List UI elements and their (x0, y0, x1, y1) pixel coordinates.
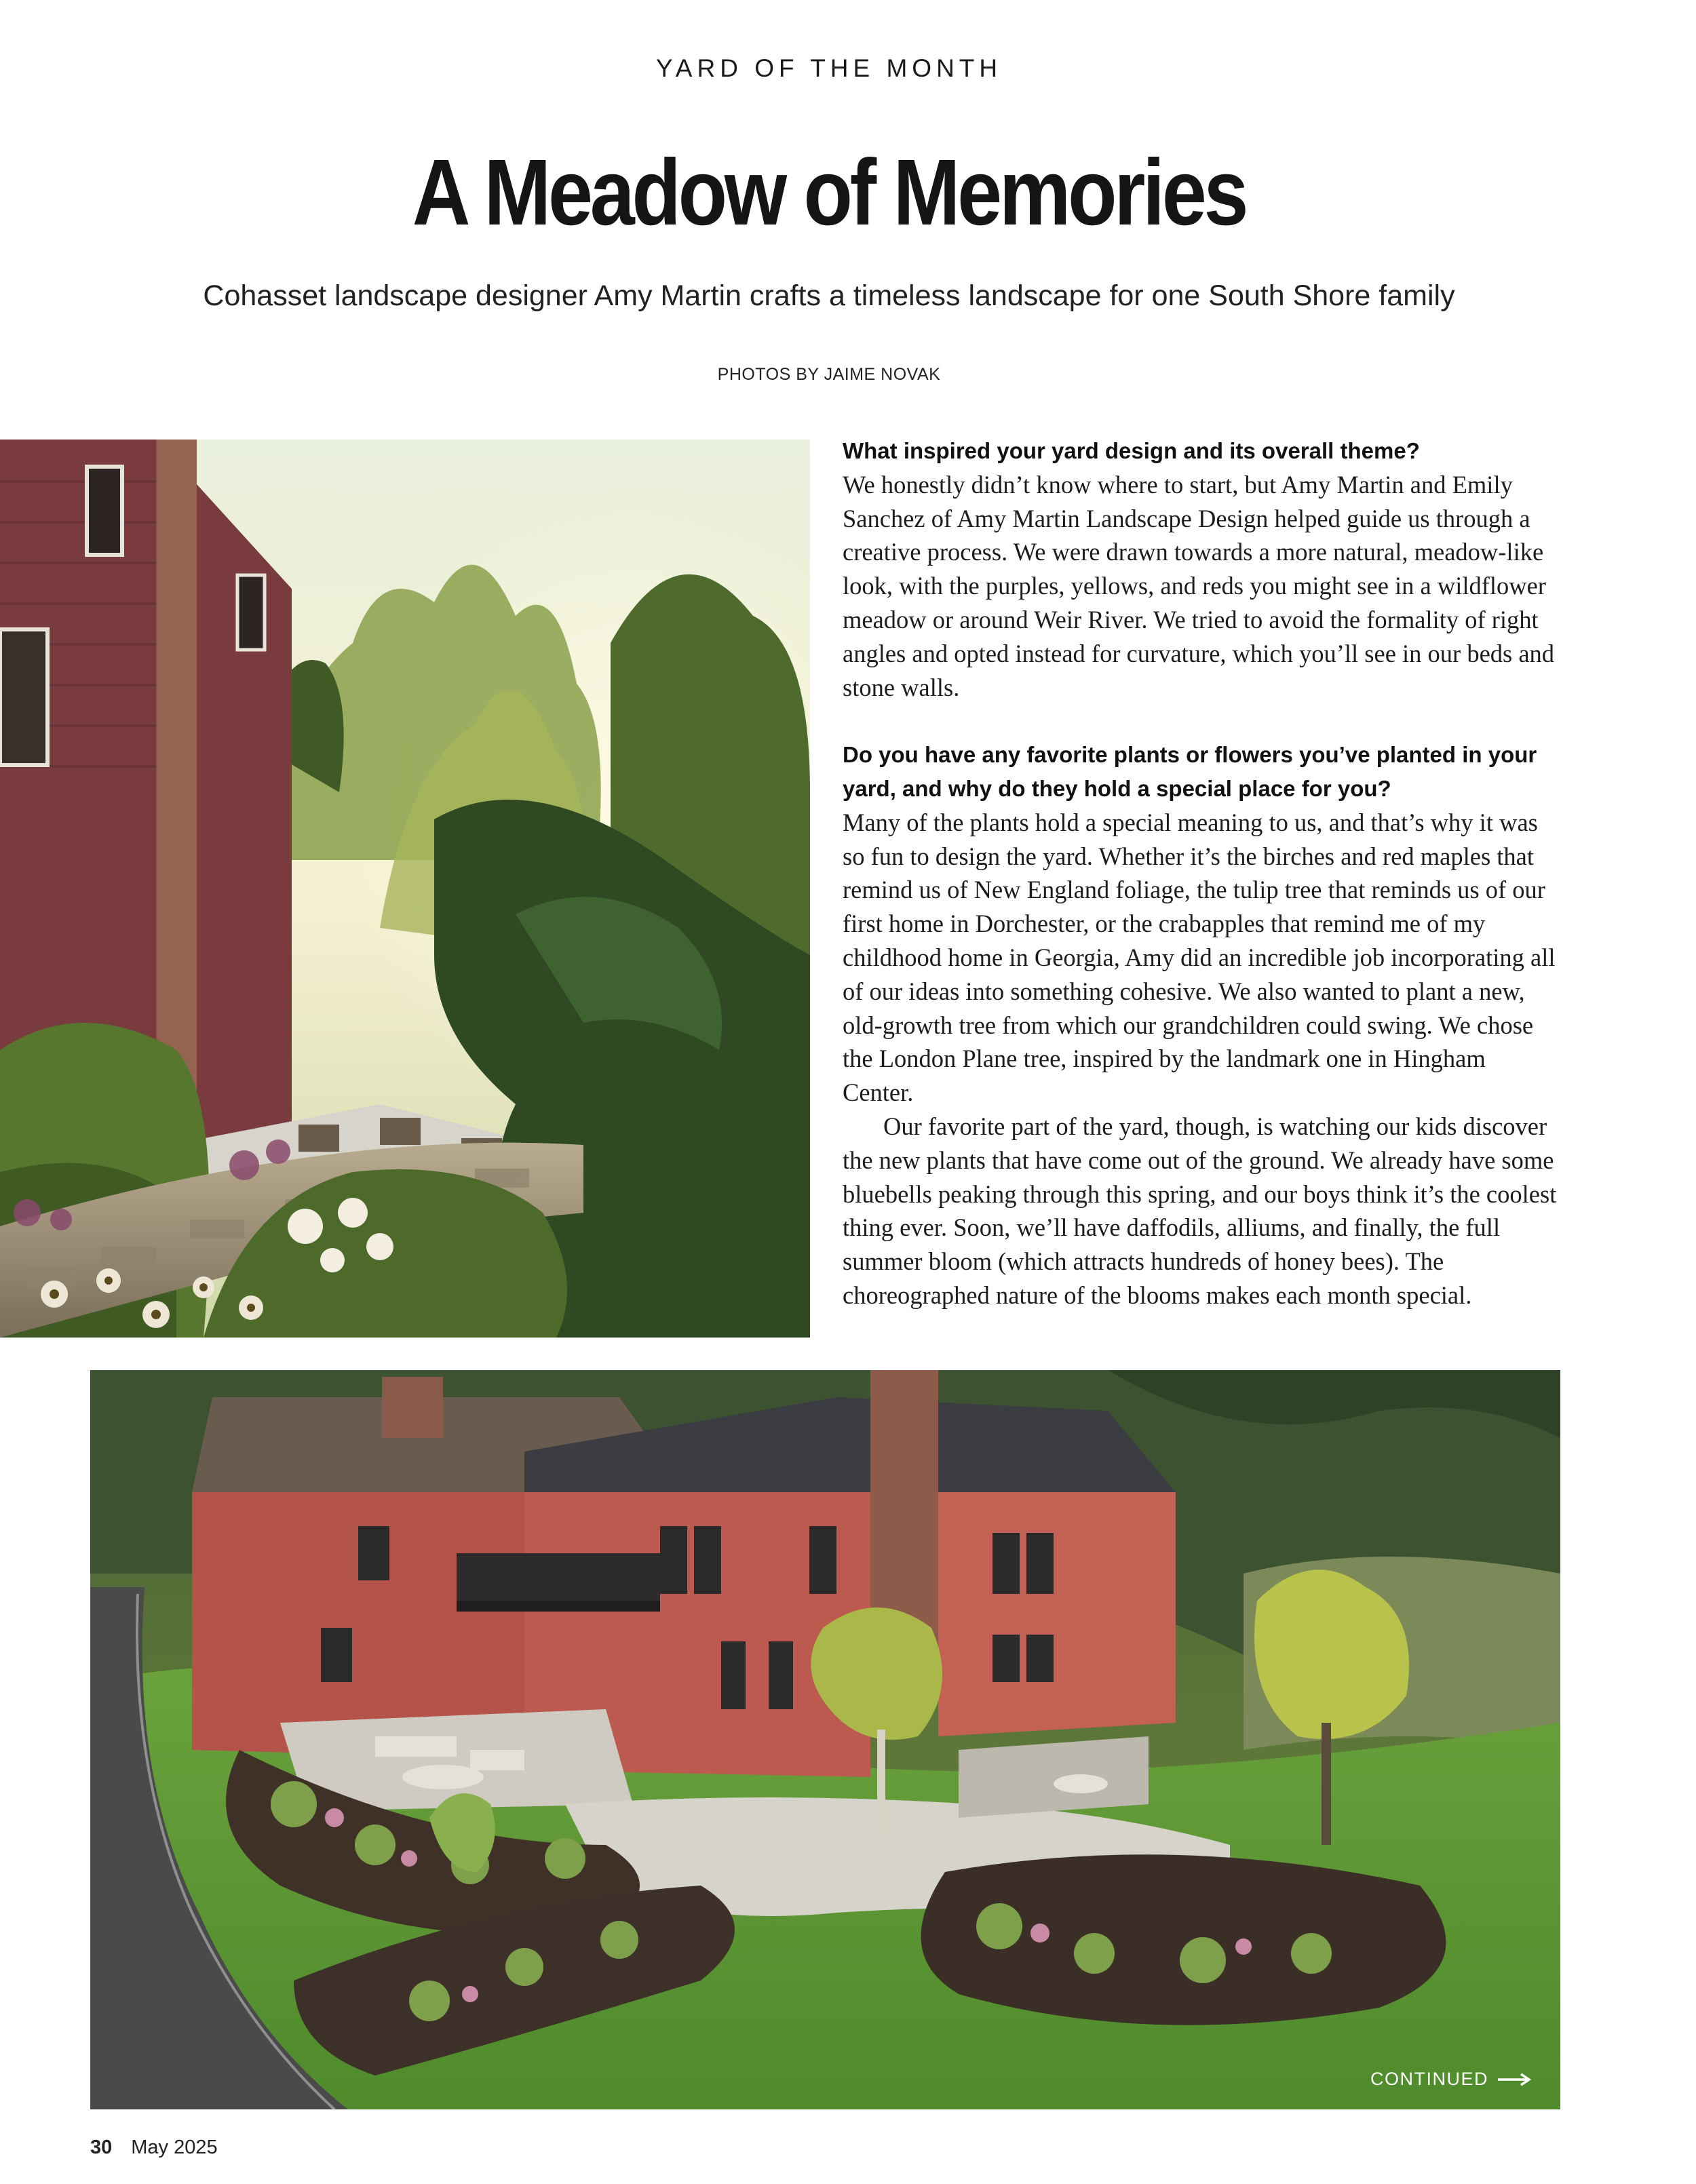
arrow-right-icon (1498, 2073, 1533, 2086)
answer-2-continued: Our favorite part of the yard, though, is watching our kids discover the new plants that have come out of the ground. We already have some bluebells peaking through this spring, and our boys think it’s the coolest thing ever. Soon, we’ll have daffodils, alliums, and finally, the full summer bloom (which attracts hundreds of honey bees). The choreographed nature of the blooms makes each month special. (843, 1112, 1557, 1309)
page-number: 30 (90, 2137, 113, 2158)
photo-credit: PHOTOS BY JAIME NOVAK (717, 365, 941, 384)
continued-label: CONTINUED (1370, 2069, 1488, 2089)
continued-indicator (1370, 2069, 1533, 2090)
issue-date: May 2025 (131, 2137, 218, 2158)
aerial-house-yard-photo (90, 1370, 1560, 2109)
answer-2: Many of the plants hold a special meaning to us, and that’s why it was so fun to design the yard. Whether it’s the birches and red maples that remind us of New England foliage, the tulip tree that reminds us of our first home in Dorchester, or the crabapples that remind me of my childhood home in Georgia, Amy did an incredible job incorporating all of our ideas into something cohesive. We also wanted to plant a new, old-growth tree from which our grandchildren could swing. We chose the London Plane tree, inspired by the landmark one in Hingham Center. (843, 808, 1556, 1107)
garden-meadow-photo (0, 440, 810, 1338)
article-title: A Meadow of Memories (412, 140, 1246, 245)
paragraph-gap (843, 704, 1562, 738)
question-1: What inspired your yard design and its overall theme? (843, 438, 1420, 463)
section-label: YARD OF THE MONTH (655, 54, 1003, 82)
answer-1: We honestly didn’t know where to start, but Amy Martin and Emily Sanchez of Amy Martin Landscape Design helped guide us through a creative process. We were drawn towards a more natural, meadow-like look, with the purples, yellows, and reds you might see in a wildflower meadow or around Weir River. We tried to avoid the formality of right angles and opted instead for curvature, which you’ll see in our beds and stone walls. (843, 470, 1555, 701)
article-body (843, 434, 1562, 1312)
question-2: Do you have any favorite plants or flowers you’ve planted in your yard, and why do they hold a special place for you? (843, 742, 1537, 801)
page-footer (90, 2137, 218, 2159)
article-dek: Cohasset landscape designer Amy Martin crafts a timeless landscape for one South Shore family (203, 279, 1455, 312)
